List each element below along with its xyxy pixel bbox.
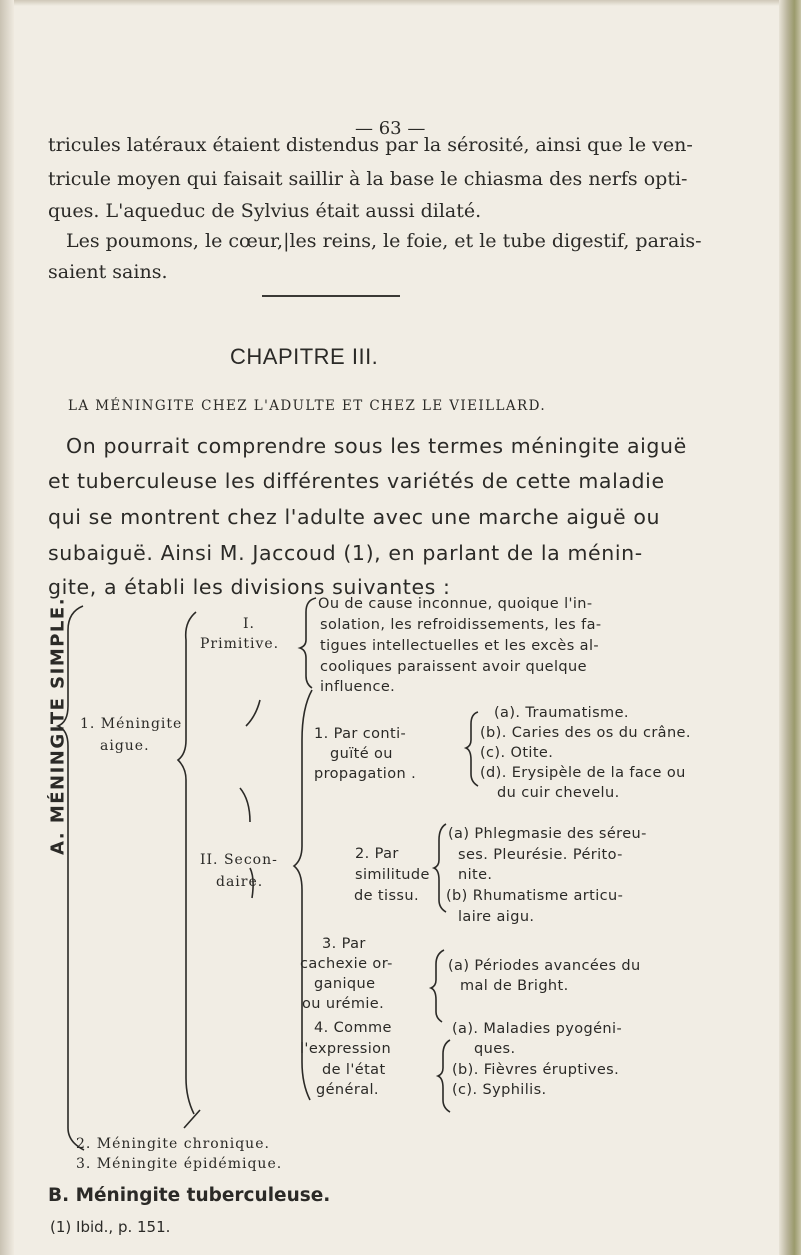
subgroup-4-cause: (b). Fièvres éruptives.: [452, 1062, 620, 1078]
subgroup-1-cause: (b). Caries des os du crâne.: [480, 725, 691, 741]
subgroup-1-cause: (a). Traumatisme.: [494, 705, 629, 721]
subgroup-3-label: cachexie or-: [300, 956, 393, 972]
subgroup-1-label: guïté ou: [330, 746, 393, 762]
subgroup-3-label: ou urémie.: [302, 996, 385, 1012]
subgroup-4-cause: (c). Syphilis.: [452, 1082, 547, 1098]
subgroup-2-label: 2. Par: [355, 846, 399, 862]
subgroup-2-label: similitude: [355, 867, 430, 883]
text-line: tricules latéraux étaient distendus par la sérosité, ainsi que le ven-: [48, 134, 693, 156]
subgroup-3-label: 3. Par: [322, 936, 366, 952]
primitive-text: solation, les refroidissements, les fa-: [320, 617, 602, 633]
subgroup-1-cause: (d). Erysipèle de la face ou: [480, 765, 686, 781]
subgroup-4-label: 4. Comme: [314, 1020, 392, 1036]
chapter-subtitle: LA MÉNINGITE CHEZ L'ADULTE ET CHEZ LE VIEILLARD.: [68, 398, 547, 414]
subgroup-2-cause: ses. Pleurésie. Périto-: [458, 847, 623, 863]
subgroup-2-cause: laire aigu.: [458, 909, 535, 925]
text-line: On pourrait comprendre sous les termes méningite aiguë: [66, 434, 687, 458]
primitive-text: cooliques paraissent avoir quelque: [320, 659, 587, 675]
subgroup-3-label: ganique: [314, 976, 376, 992]
primitive-label: Primitive.: [200, 636, 280, 652]
group-a-label: A. MÉNINGITE SIMPLE.: [47, 596, 69, 856]
text-line: gite, a établi les divisions suivantes :: [48, 575, 451, 599]
page-number: — 63 —: [355, 118, 426, 139]
subgroup-1-cause: du cuir chevelu.: [497, 785, 620, 801]
text-line: Les poumons, le cœur,|les reins, le foie, et le tube digestif, parais-: [66, 230, 702, 252]
subgroup-4-label: général.: [316, 1082, 379, 1098]
subgroup-1-label: 1. Par conti-: [314, 726, 407, 742]
secondaire-label: II. Secon-: [200, 852, 278, 868]
text-line: tricule moyen qui faisait saillir à la base le chiasma des nerfs opti-: [48, 168, 688, 190]
text-line: subaiguë. Ainsi M. Jaccoud (1), en parlant de la ménin-: [48, 541, 643, 565]
primitive-text: Ou de cause inconnue, quoique l'in-: [318, 596, 593, 612]
primitive-text: tigues intellectuelles et les excès al-: [320, 638, 600, 654]
item-2: 2. Méningite chronique.: [76, 1136, 270, 1152]
text-line: ques. L'aqueduc de Sylvius était aussi dilaté.: [48, 200, 482, 222]
text-line: saient sains.: [48, 261, 168, 283]
subgroup-2-label: de tissu.: [354, 888, 419, 904]
subgroup-3-cause: (a) Périodes avancées du: [448, 958, 641, 974]
chapter-title: CHAPITRE III.: [230, 344, 379, 369]
subgroup-4-label: de l'état: [322, 1062, 386, 1078]
primitive-text: influence.: [320, 679, 396, 695]
subgroup-4-label: l'expression: [300, 1041, 392, 1057]
subgroup-2-cause: nite.: [458, 867, 493, 883]
item-3: 3. Méningite épidémique.: [76, 1156, 283, 1172]
subgroup-1-cause: (c). Otite.: [480, 745, 554, 761]
primitive-label: I.: [243, 616, 255, 632]
text-line: qui se montrent chez l'adulte avec une marche aiguë ou: [48, 505, 661, 529]
group-b-label: B. Méningite tuberculeuse.: [48, 1185, 331, 1206]
subgroup-2-cause: (a) Phlegmasie des séreu-: [448, 826, 647, 842]
subgroup-2-cause: (b) Rhumatisme articu-: [446, 888, 624, 904]
footnote: (1) Ibid., p. 151.: [50, 1218, 171, 1236]
subgroup-4-cause: ques.: [474, 1041, 516, 1057]
secondaire-label: daire.: [216, 874, 264, 890]
subgroup-3-cause: mal de Bright.: [460, 978, 569, 994]
item-1-label: 1. Méningite: [80, 716, 183, 732]
item-1-label: aigue.: [100, 738, 150, 754]
subgroup-1-label: propagation .: [314, 766, 417, 782]
text-line: et tuberculeuse les différentes variétés de cette maladie: [48, 469, 665, 493]
subgroup-4-cause: (a). Maladies pyogéni-: [452, 1021, 623, 1037]
